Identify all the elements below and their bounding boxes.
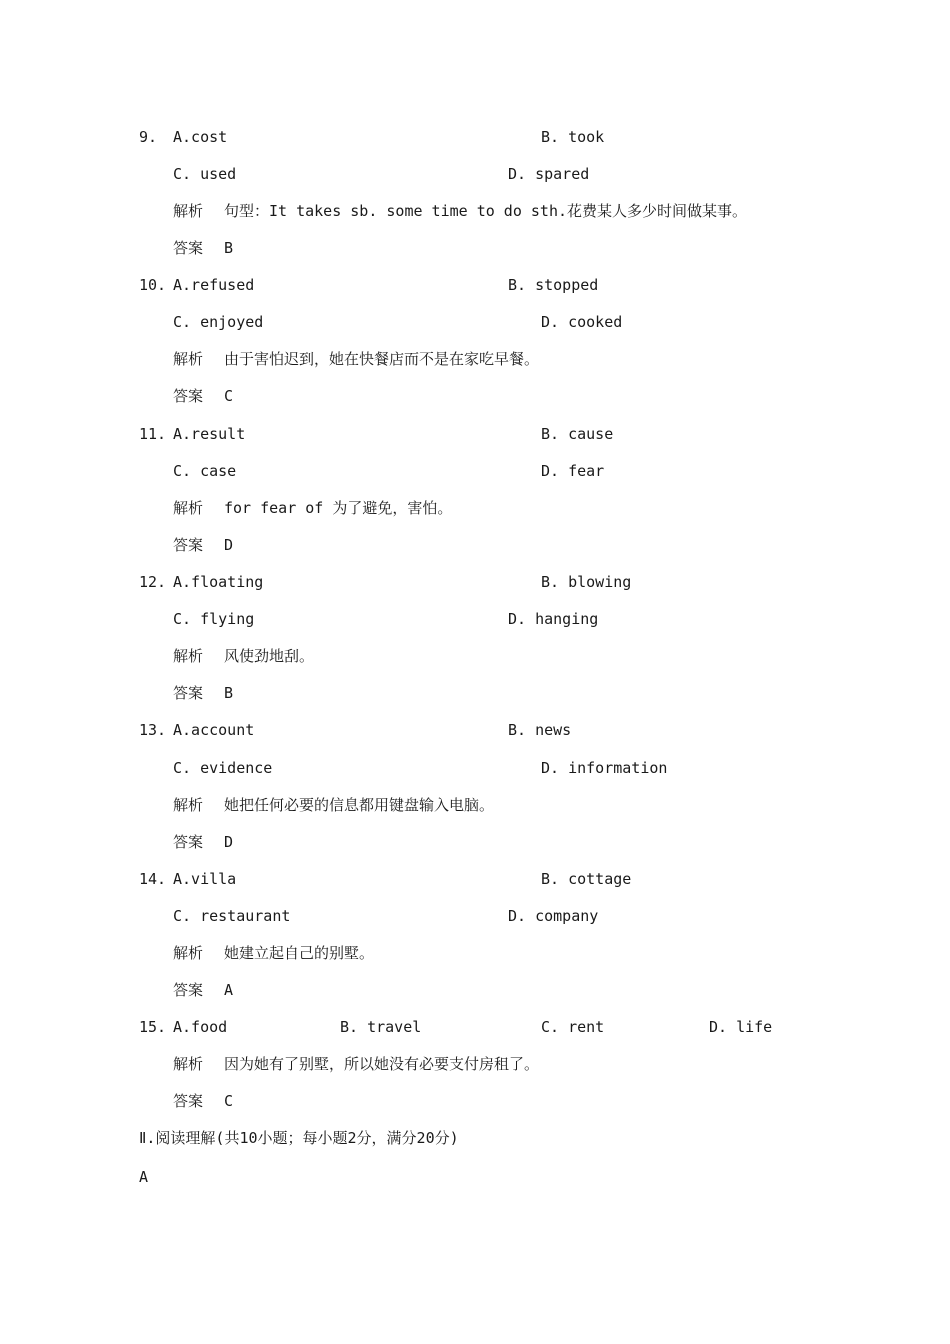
question-13-number: 13. bbox=[139, 721, 167, 739]
q11-option-d: D. fear bbox=[541, 462, 605, 480]
q15-option-a: A.food bbox=[173, 1018, 228, 1036]
q11-option-c: C. case bbox=[173, 462, 237, 480]
q12-analysis-label: 解析 bbox=[173, 647, 204, 665]
question-14-number: 14. bbox=[139, 870, 167, 888]
passage-label: A bbox=[139, 1168, 149, 1186]
q10-analysis-label: 解析 bbox=[173, 350, 204, 368]
q14-analysis-label: 解析 bbox=[173, 944, 204, 962]
q13-option-b: B. news bbox=[508, 721, 572, 739]
q15-answer-label: 答案 bbox=[173, 1092, 204, 1110]
q9-option-a: A.cost bbox=[173, 128, 228, 146]
q12-analysis: 风使劲地刮。 bbox=[224, 647, 315, 665]
q11-analysis: for fear of 为了避免，害怕。 bbox=[224, 499, 453, 517]
q11-analysis-label: 解析 bbox=[173, 499, 204, 517]
q10-answer: C bbox=[224, 387, 234, 405]
q13-option-d: D. information bbox=[541, 759, 668, 777]
question-9-number: 9. bbox=[139, 128, 158, 146]
q13-analysis: 她把任何必要的信息都用键盘输入电脑。 bbox=[224, 796, 495, 814]
q10-option-b: B. stopped bbox=[508, 276, 599, 294]
q15-option-d: D. life bbox=[709, 1018, 773, 1036]
q12-option-c: C. flying bbox=[173, 610, 255, 628]
q12-option-b: B. blowing bbox=[541, 573, 632, 591]
q10-option-d: D. cooked bbox=[541, 313, 623, 331]
q12-answer-label: 答案 bbox=[173, 684, 204, 702]
q11-option-b: B. cause bbox=[541, 425, 614, 443]
q12-answer: B bbox=[224, 684, 234, 702]
section-heading: Ⅱ.阅读理解(共10小题；每小题2分，满分20分) bbox=[139, 1129, 459, 1147]
question-11-number: 11. bbox=[139, 425, 167, 443]
question-12-number: 12. bbox=[139, 573, 167, 591]
q10-analysis: 由于害怕迟到，她在快餐店而不是在家吃早餐。 bbox=[224, 350, 540, 368]
q15-option-b: B. travel bbox=[340, 1018, 422, 1036]
q9-option-d: D. spared bbox=[508, 165, 590, 183]
q9-option-b: B. took bbox=[541, 128, 605, 146]
q14-option-b: B. cottage bbox=[541, 870, 632, 888]
question-15-number: 15. bbox=[139, 1018, 167, 1036]
q10-answer-label: 答案 bbox=[173, 387, 204, 405]
q9-analysis-label: 解析 bbox=[173, 202, 204, 220]
q15-analysis-label: 解析 bbox=[173, 1055, 204, 1073]
question-10-number: 10. bbox=[139, 276, 167, 294]
q14-option-c: C. restaurant bbox=[173, 907, 291, 925]
q15-option-c: C. rent bbox=[541, 1018, 605, 1036]
q12-option-a: A.floating bbox=[173, 573, 264, 591]
q13-option-c: C. evidence bbox=[173, 759, 273, 777]
q14-answer: A bbox=[224, 981, 234, 999]
q9-analysis: 句型：It takes sb. some time to do sth.花费某人多少时间做某事。 bbox=[224, 202, 748, 220]
q9-option-c: C. used bbox=[173, 165, 237, 183]
q15-analysis: 因为她有了别墅，所以她没有必要支付房租了。 bbox=[224, 1055, 540, 1073]
q15-answer: C bbox=[224, 1092, 234, 1110]
q13-analysis-label: 解析 bbox=[173, 796, 204, 814]
q14-answer-label: 答案 bbox=[173, 981, 204, 999]
q11-answer: D bbox=[224, 536, 234, 554]
q12-option-d: D. hanging bbox=[508, 610, 599, 628]
q13-answer: D bbox=[224, 833, 234, 851]
q10-option-c: C. enjoyed bbox=[173, 313, 264, 331]
q13-answer-label: 答案 bbox=[173, 833, 204, 851]
q13-option-a: A.account bbox=[173, 721, 255, 739]
q14-option-a: A.villa bbox=[173, 870, 237, 888]
q11-answer-label: 答案 bbox=[173, 536, 204, 554]
q11-option-a: A.result bbox=[173, 425, 246, 443]
q14-analysis: 她建立起自己的别墅。 bbox=[224, 944, 375, 962]
q14-option-d: D. company bbox=[508, 907, 599, 925]
q9-answer-label: 答案 bbox=[173, 239, 204, 257]
q10-option-a: A.refused bbox=[173, 276, 255, 294]
q9-answer: B bbox=[224, 239, 234, 257]
